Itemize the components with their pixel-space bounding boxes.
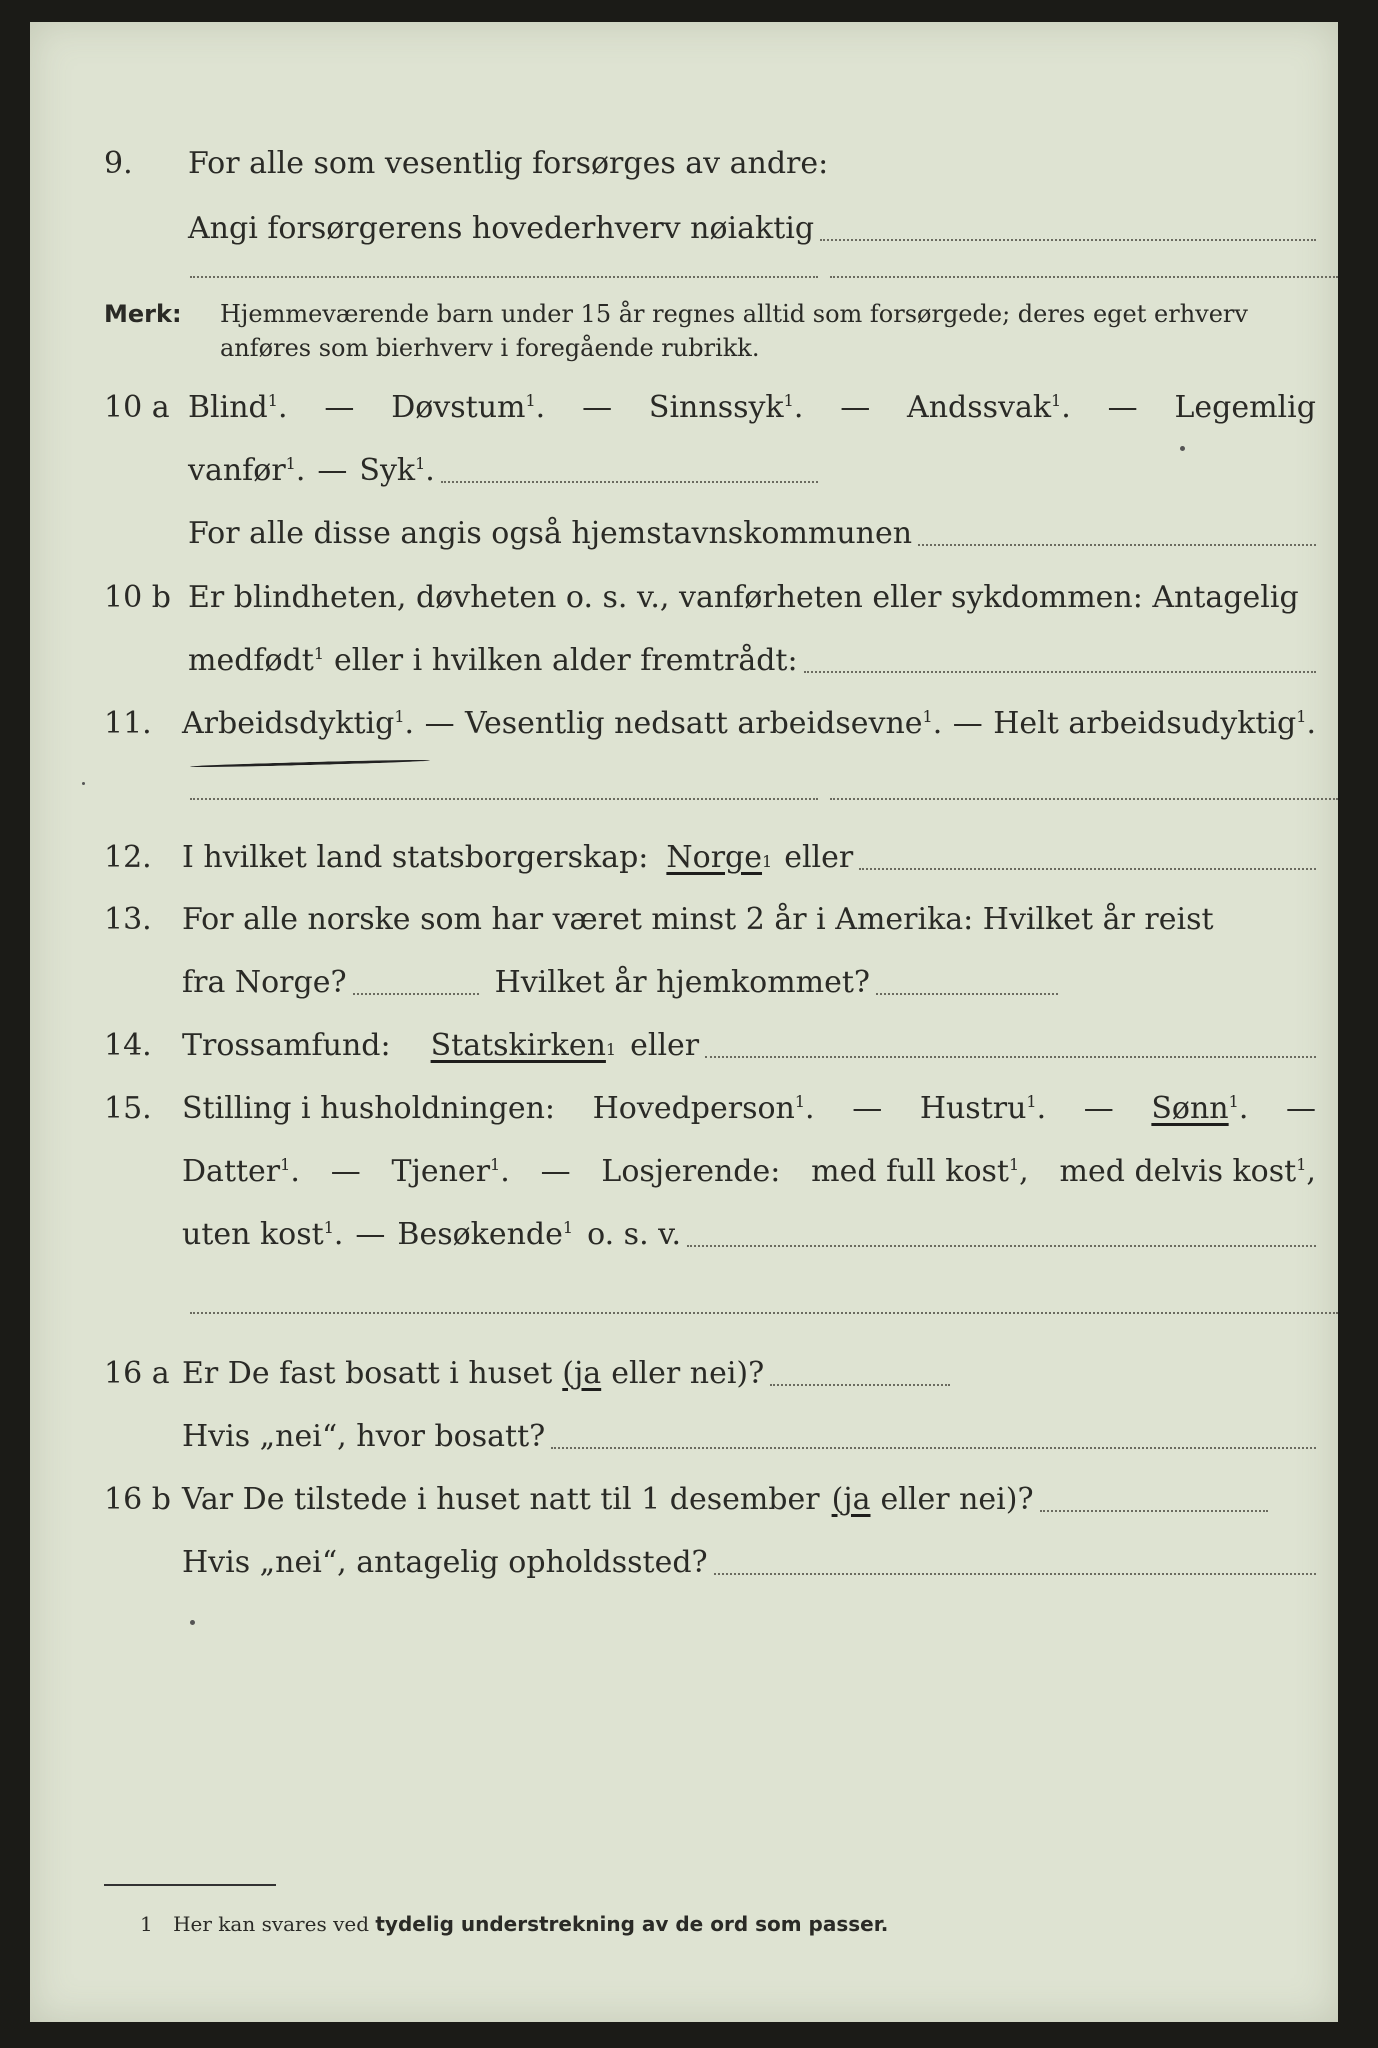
ink-mark [190,1620,195,1625]
separator: — [1107,390,1138,425]
question-10a-line-2 [30,451,1338,491]
option-losjerende: Losjerende: [601,1154,781,1189]
question-10a-line-1 [30,388,1338,428]
question-text: Hvis „nei“, antagelig opholdssted? [182,1545,708,1580]
question-number: 10 a [104,390,170,425]
separator: — [582,390,613,425]
question-11 [30,704,1338,744]
separator: — [324,390,355,425]
answer-ja-underlined: (ja [831,1482,871,1517]
option-besokende: Besøkende$^1$ [397,1217,574,1252]
answer-line[interactable] [830,276,1338,278]
separator: — [952,706,983,741]
question-text: Hvis „nei“, hvor bosatt? [182,1419,546,1454]
option-full-kost: med full kost$^1$, [811,1154,1029,1189]
option-arbeidsdyktig: Arbeidsdyktig$^1$. [182,706,415,741]
answer-line[interactable] [190,276,818,278]
question-13-line-1 [30,900,1338,940]
question-9-line-1 [30,144,1338,184]
option-uten-kost: uten kost$^1$. [182,1217,344,1252]
option-andssvak: Andssvak$^1$. [907,390,1071,425]
answer-field[interactable] [714,1573,1316,1575]
question-text: Trossamfund: [182,1028,391,1063]
option-sonn-underlined: Sønn$^1$. [1151,1091,1249,1126]
question-10b-line-2 [30,641,1338,681]
question-16a-line-1 [30,1354,1338,1394]
question-number: 14. [104,1028,152,1063]
question-number: 10 b [104,580,171,615]
question-12: 12. I hvilket land statsborgerskap: Norge 1 eller [30,838,1338,878]
answer-ja-underlined: (ja [562,1356,602,1391]
footnote-marker: 1 [140,1912,153,1936]
note-text: anføres som bierhverv i foregående rubrikk. [220,334,760,362]
separator: — [1285,1091,1316,1126]
answer-field[interactable] [687,1245,1316,1247]
handwritten-underline [190,759,430,768]
separator: — [355,1217,386,1252]
question-text: fra Norge? [182,965,347,1000]
answer-norge-underlined: Norge [666,840,763,875]
note-label: Merk: [104,300,182,328]
option-hovedperson: Hovedperson$^1$. [592,1091,815,1126]
ink-mark [1180,446,1185,451]
option-delvis-kost: med delvis kost$^1$, [1059,1154,1316,1189]
option-syk: Syk$^1$. [359,453,435,488]
answer-field[interactable] [551,1447,1316,1449]
separator: — [424,706,455,741]
question-16b-line-2 [30,1543,1338,1583]
answer-field[interactable] [820,239,1316,241]
question-15-line-3 [30,1215,1338,1255]
question-text: I hvilket land statsborgerskap: [182,840,649,875]
answer-field[interactable] [859,868,1316,870]
question-15-line-1 [30,1089,1338,1129]
option-hustru: Hustru$^1$. [919,1091,1047,1126]
answer-field[interactable] [353,993,479,995]
footnote-emphasis: tydelig understrekning av de ord som passer. [375,1912,889,1936]
question-text: eller i hvilken alder fremtrådt: [334,643,798,678]
question-text: o. s. v. [587,1217,682,1252]
answer-line[interactable] [190,1312,1338,1314]
separator: — [1083,1091,1114,1126]
question-text: Er De fast bosatt i huset [182,1356,553,1391]
separator: — [840,390,871,425]
footnote-text: Her kan svares ved [173,1912,370,1936]
answer-field[interactable] [705,1056,1316,1058]
question-14: 14. Trossamfund: Statskirken 1 eller [30,1026,1338,1066]
question-text: For alle disse angis også hjemstavnskommunen [188,516,913,551]
question-text: Er blindheten, døvheten o. s. v., vanførheten eller sykdommen: Antagelig [188,580,1299,615]
question-text: Angi forsørgerens hovederhverv nøiaktig [188,211,815,246]
note-text: Hjemmeværende barn under 15 år regnes alltid som forsørgede; deres eget erhverv [220,300,1248,328]
question-text: Hvilket år hjemkommet? [494,965,871,1000]
census-form-page [30,22,1338,2022]
answer-field[interactable] [1040,1510,1268,1512]
question-number: 15. [104,1091,152,1126]
question-10a-line-3 [30,514,1338,554]
question-9-line-2 [30,209,1338,249]
separator: — [540,1154,571,1189]
question-text: Stilling i husholdningen: [182,1091,556,1126]
answer-field[interactable] [804,671,1316,673]
option-helt-arbeidsudyktig: Helt arbeidsudyktig$^1$. [993,706,1316,741]
option-tjener: Tjener$^1$. [391,1154,510,1189]
option-vanfor: vanfør$^1$. [188,453,306,488]
question-number: 16 a [104,1356,170,1391]
answer-field[interactable] [770,1384,950,1386]
option-datter: Datter$^1$. [182,1154,300,1189]
option-vesentlig-nedsatt: Vesentlig nedsatt arbeidsevne$^1$. [465,706,943,741]
footnote [140,1910,888,1938]
question-number: 9. [104,146,133,181]
question-text: Var De tilstede i huset natt til 1 desember [182,1482,820,1517]
option-medfodt: medfødt$^1$ [188,643,325,678]
question-13-line-2 [30,963,1338,1003]
answer-field[interactable] [918,544,1316,546]
answer-line[interactable] [190,798,818,800]
separator: — [330,1154,361,1189]
ink-mark [82,782,85,785]
question-text: eller [630,1028,700,1063]
question-16b-line-1 [30,1480,1338,1520]
option-dovstum: Døvstum$^1$. [391,390,546,425]
option-legemlig: Legemlig [1174,390,1316,425]
question-text: eller [784,840,854,875]
answer-field[interactable] [876,993,1058,995]
footnote-rule [104,1884,276,1886]
option-sinnssyk: Sinnssyk$^1$. [648,390,804,425]
separator: — [852,1091,883,1126]
question-16a-line-2 [30,1417,1338,1457]
question-number: 12. [104,840,152,875]
option-blind: Blind$^1$. [188,390,288,425]
question-10b-line-1 [30,578,1338,618]
question-number: 13. [104,902,152,937]
question-number: 16 b [104,1482,171,1517]
question-text: For alle norske som har været minst 2 år i Amerika: Hvilket år reist [182,902,1214,937]
question-number: 11. [104,706,152,741]
question-text: For alle som vesentlig forsørges av andre: [188,146,829,181]
answer-field[interactable] [441,481,818,483]
question-text: eller nei)? [611,1356,765,1391]
separator: — [317,453,348,488]
question-text: eller nei)? [880,1482,1034,1517]
answer-line[interactable] [830,798,1338,800]
answer-statskirken-underlined: Statskirken [430,1028,606,1063]
question-15-line-2 [30,1152,1338,1192]
